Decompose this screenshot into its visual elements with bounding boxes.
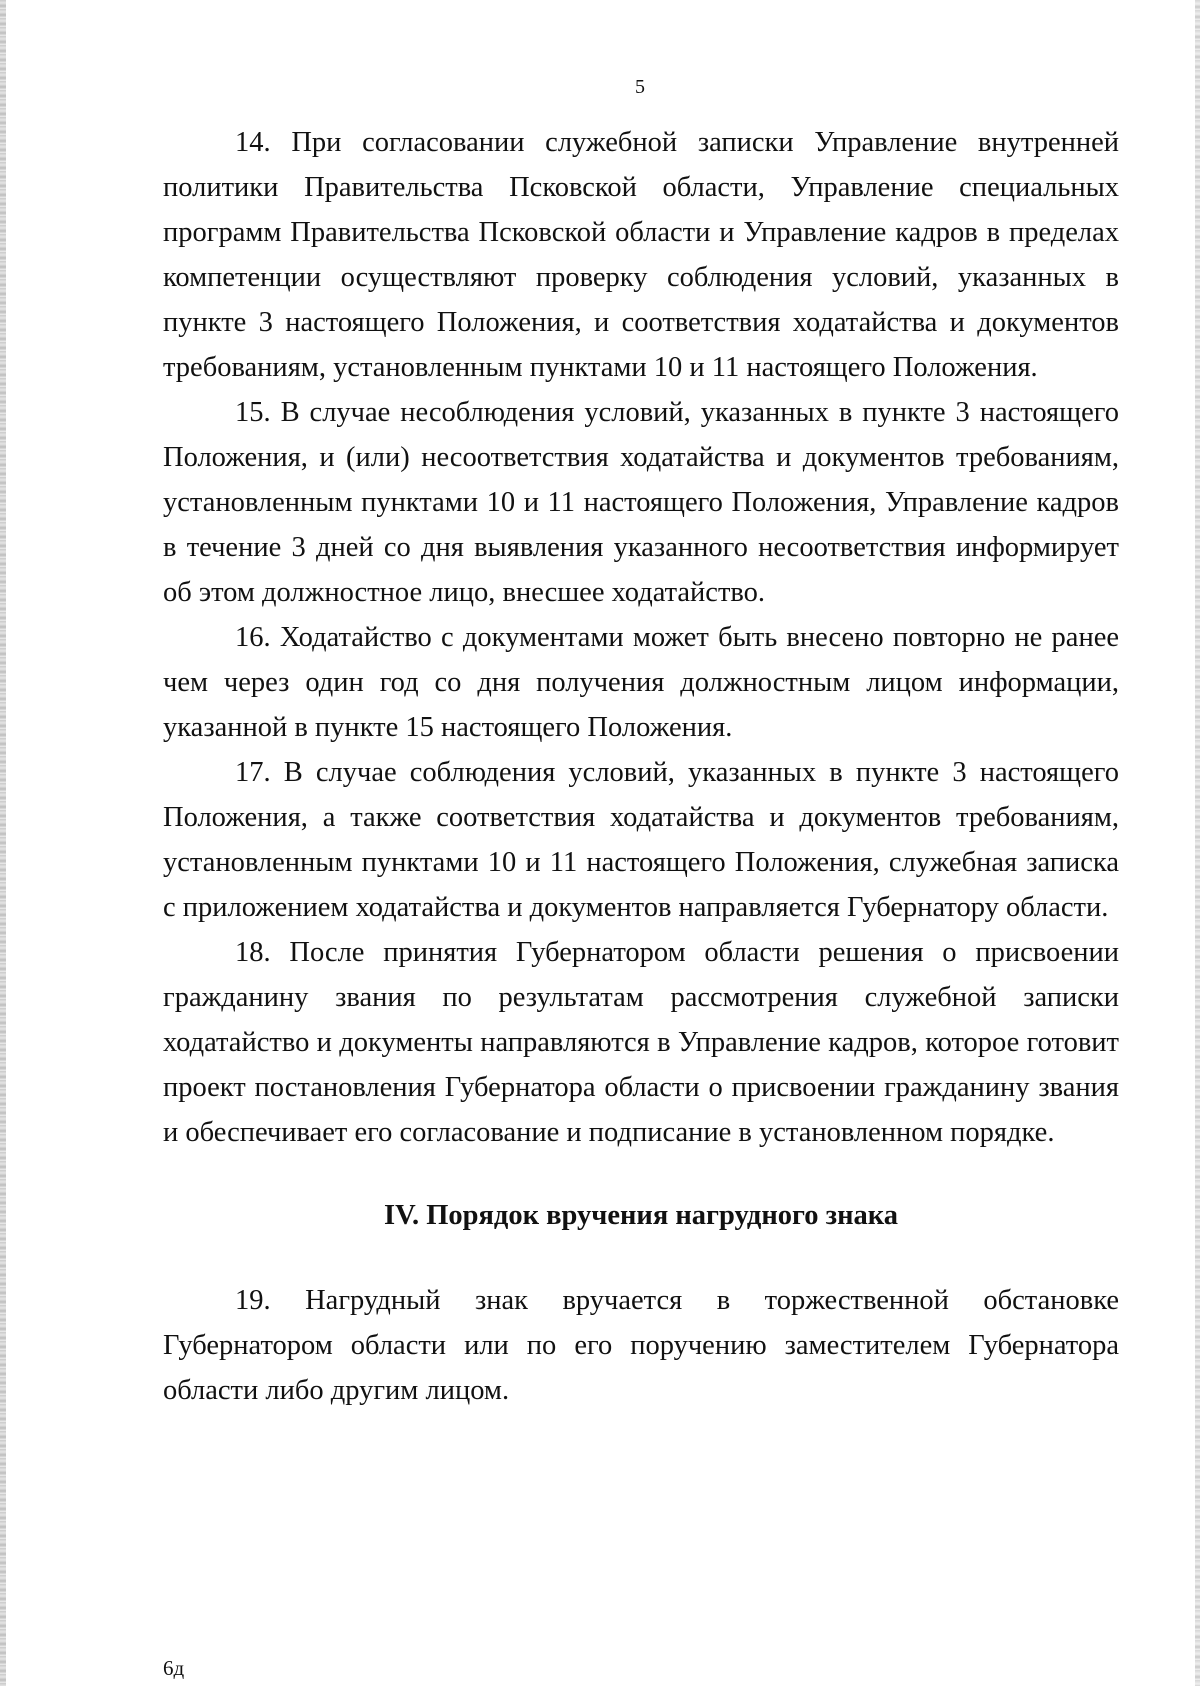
- scan-edge-left: [0, 0, 6, 1686]
- paragraph-17: 17. В случае соблюдения условий, указанных в пункте 3 настоящего Положения, а также соответствия ходатайства и документов требованиям, установленным пунктами 10 и 11 настоящего Положения, служебная записка с приложением ходатайства и документов направляется Губернатору области.: [163, 757, 1119, 923]
- section-heading: IV. Порядок вручения нагрудного знака: [384, 1200, 898, 1231]
- scan-edge-right: [1195, 0, 1200, 1686]
- page-number: 5: [635, 76, 645, 98]
- paragraph-16: 16. Ходатайство с документами может быть внесено повторно не ранее чем через один год со дня получения должностным лицом информации, указанной в пункте 15 настоящего Положения.: [163, 622, 1119, 743]
- paragraph-19: 19. Нагрудный знак вручается в торжественной обстановке Губернатором области или по его поручению заместителем Губернатора области либо другим лицом.: [163, 1285, 1119, 1406]
- document-body: [163, 120, 1119, 1413]
- paragraph-15: 15. В случае несоблюдения условий, указанных в пункте 3 настоящего Положения, и (или) несоответствия ходатайства и документов требованиям, установленным пунктами 10 и 11 настоящего Положения, Управление кадров в течение 3 дней со дня выявления указанного несоответствия информирует об этом должностное лицо, внесшее ходатайство.: [163, 397, 1119, 608]
- paragraph-18: 18. После принятия Губернатором области решения о присвоении гражданину звания по результатам рассмотрения служебной записки ходатайство и документы направляются в Управление кадров, которое готовит проект постановления Губернатора области о присвоении гражданину звания и обеспечивает его согласование и подписание в установленном порядке.: [163, 937, 1119, 1148]
- footer-code: 6д: [163, 1656, 185, 1680]
- paragraph-14: 14. При согласовании служебной записки Управление внутренней политики Правительства Псковской области, Управление специальных программ Правительства Псковской области и Управление кадров в пределах компетенции осуществляют проверку соблюдения условий, указанных в пункте 3 настоящего Положения, и соответствия ходатайства и документов требованиям, установленным пунктами 10 и 11 настоящего Положения.: [163, 127, 1119, 383]
